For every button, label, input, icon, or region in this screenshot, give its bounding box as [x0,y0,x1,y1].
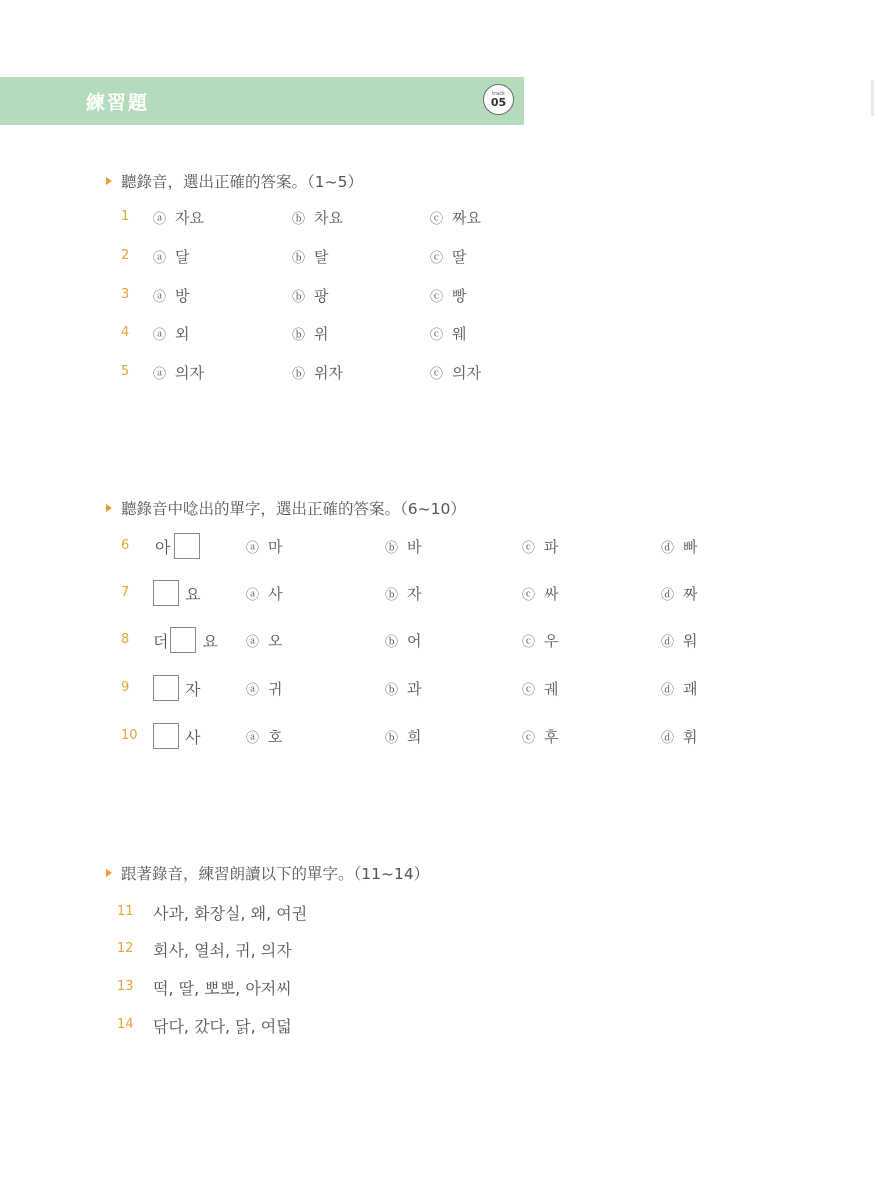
item-number: 10 [121,728,138,743]
option-c[interactable]: ⓒ 빵 [430,287,467,305]
section3-instruction [106,862,429,884]
option-a[interactable]: ⓐ 호 [246,728,283,746]
blank-word: 더 요 [153,627,218,653]
option-c[interactable]: ⓒ 의자 [430,364,481,382]
option-a[interactable]: ⓐ 마 [246,538,283,556]
option-b[interactable]: ⓑ 어 [385,632,422,650]
option-a[interactable]: ⓐ 자요 [153,209,204,227]
option-a[interactable]: ⓐ 방 [153,287,190,305]
option-c[interactable]: ⓒ 싸 [522,585,559,603]
track-label: track [492,91,505,97]
option-b[interactable]: ⓑ 팡 [292,287,329,305]
option-c[interactable]: ⓒ 웨 [430,325,467,343]
option-c[interactable]: ⓒ 후 [522,728,559,746]
option-b[interactable]: ⓑ 과 [385,680,422,698]
item-number: 5 [121,364,130,379]
option-a[interactable]: ⓐ 달 [153,248,190,266]
item-number: 14 [117,1017,134,1032]
option-c[interactable]: ⓒ 궤 [522,680,559,698]
answer-blank[interactable] [174,533,200,559]
page-edge-mark [871,80,874,116]
item-number: 2 [121,248,130,263]
option-a[interactable]: ⓐ 외 [153,325,190,343]
track-badge [483,84,514,115]
reading-words-13: 떡, 딸, 뽀뽀, 아저씨 [153,979,292,998]
blank-word: 아 [155,533,200,559]
blank-word: 사 [153,723,200,749]
section3-instruction-text: 跟著錄音，練習朗讀以下的單字。（11~14） [121,865,430,883]
item-number: 3 [121,287,130,302]
option-d[interactable]: ⓓ 휘 [661,728,698,746]
item-number: 7 [121,585,130,600]
item-number: 13 [117,979,134,994]
triangle-bullet-icon [106,504,112,512]
option-a[interactable]: ⓐ 귀 [246,680,283,698]
item-number: 12 [117,941,134,956]
option-b[interactable]: ⓑ 자 [385,585,422,603]
option-c[interactable]: ⓒ 짜요 [430,209,481,227]
item-number: 8 [121,632,130,647]
option-c[interactable]: ⓒ 딸 [430,248,467,266]
item-number: 11 [117,904,134,919]
section2-instruction-text: 聽錄音中唸出的單字，選出正確的答案。（6~10） [121,500,466,518]
section2-instruction [106,497,466,519]
option-a[interactable]: ⓐ 의자 [153,364,204,382]
answer-blank[interactable] [153,580,179,606]
option-b[interactable]: ⓑ 바 [385,538,422,556]
item-number: 9 [121,680,130,695]
option-d[interactable]: ⓓ 빠 [661,538,698,556]
triangle-bullet-icon [106,177,112,185]
option-d[interactable]: ⓓ 짜 [661,585,698,603]
option-d[interactable]: ⓓ 워 [661,632,698,650]
track-number: 05 [490,96,507,109]
reading-words-12: 회사, 열쇠, 귀, 의자 [153,941,292,960]
option-a[interactable]: ⓐ 오 [246,632,283,650]
item-number: 1 [121,209,130,224]
item-number: 4 [121,325,130,340]
answer-blank[interactable] [170,627,196,653]
option-b[interactable]: ⓑ 위자 [292,364,343,382]
reading-words-11: 사과, 화장실, 왜, 여권 [153,904,308,923]
reading-words-14: 닦다, 갔다, 닭, 여덟 [153,1017,292,1036]
answer-blank[interactable] [153,723,179,749]
section1-instruction-text: 聽錄音，選出正確的答案。（1~5） [121,173,363,191]
option-b[interactable]: ⓑ 차요 [292,209,343,227]
blank-word: 자 [153,675,200,701]
option-a[interactable]: ⓐ 사 [246,585,283,603]
triangle-bullet-icon [106,869,112,877]
page-title: 練習題 [86,92,150,114]
option-b[interactable]: ⓑ 탈 [292,248,329,266]
option-c[interactable]: ⓒ 우 [522,632,559,650]
blank-word: 요 [153,580,200,606]
option-b[interactable]: ⓑ 위 [292,325,329,343]
item-number: 6 [121,538,130,553]
section1-instruction [106,170,363,192]
header-band [0,77,524,125]
option-c[interactable]: ⓒ 파 [522,538,559,556]
answer-blank[interactable] [153,675,179,701]
option-b[interactable]: ⓑ 희 [385,728,422,746]
option-d[interactable]: ⓓ 괘 [661,680,698,698]
